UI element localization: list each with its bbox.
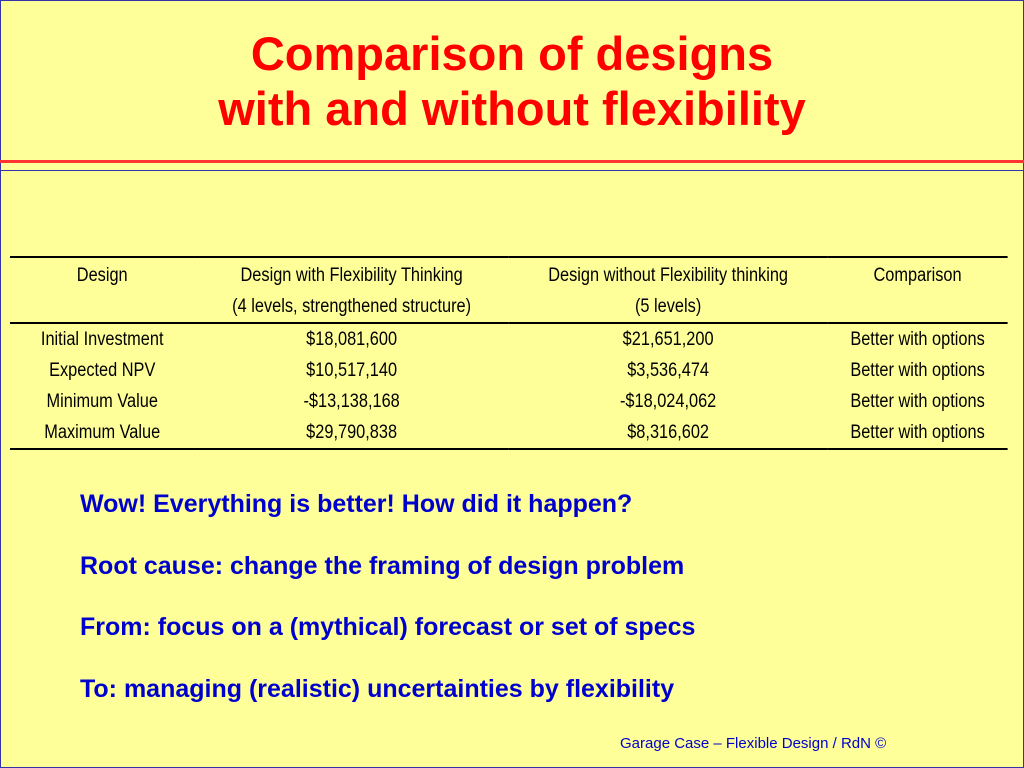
cell-without: $3,536,474 [627,359,710,381]
cell-with: $18,081,600 [306,328,398,350]
cell-comparison: Better with options [827,417,1007,449]
slide-footer: Garage Case – Flexible Design / RdN © [620,735,887,752]
table-header-subrow [10,291,1008,323]
header-comparison: Comparison [827,257,1007,291]
cell-comparison: Better with options [850,390,985,412]
table-row [10,386,1008,417]
conclusion-line: From: focus on a (mythical) forecast or set of specs [80,613,696,641]
table-row [10,355,1008,386]
cell-design: Initial Investment [40,328,164,350]
header-without-flexibility-detail: (5 levels) [509,291,828,323]
title-line-1: Comparison of designs [250,27,774,80]
title-divider-blue [0,170,1024,171]
header-with-flexibility-detail: (4 levels, strengthened structure) [194,291,508,323]
conclusion-lines [80,484,695,730]
header-without-flexibility: Design without Flexibility thinking [509,257,828,291]
cell-comparison: Better with options [850,328,985,350]
slide-title [0,26,1024,136]
title-divider-red [0,160,1024,163]
cell-without: -$18,024,062 [619,390,717,412]
cell-design: Expected NPV [49,359,156,381]
cell-with: $29,790,838 [194,417,508,449]
title-line-2: with and without flexibility [218,82,806,135]
cell-design: Maximum Value [10,417,194,449]
cell-without: $8,316,602 [509,417,828,449]
table-row [10,323,1008,355]
comparison-table [10,256,1008,450]
cell-with: $10,517,140 [306,359,398,381]
header-with-flexibility: Design with Flexibility Thinking [194,257,508,291]
cell-without: $21,651,200 [622,328,714,350]
table-header-row [10,257,1008,291]
conclusion-line: Root cause: change the framing of design problem [80,551,685,580]
header-design: Design [10,257,194,291]
conclusion-line: To: managing (realistic) uncertainties by flexibility [80,674,675,703]
cell-design: Minimum Value [46,390,158,412]
table-row [10,417,1008,449]
conclusion-line: Wow! Everything is better! How did it happen? [80,490,633,518]
cell-comparison: Better with options [850,359,985,381]
cell-with: -$13,138,168 [303,390,400,412]
